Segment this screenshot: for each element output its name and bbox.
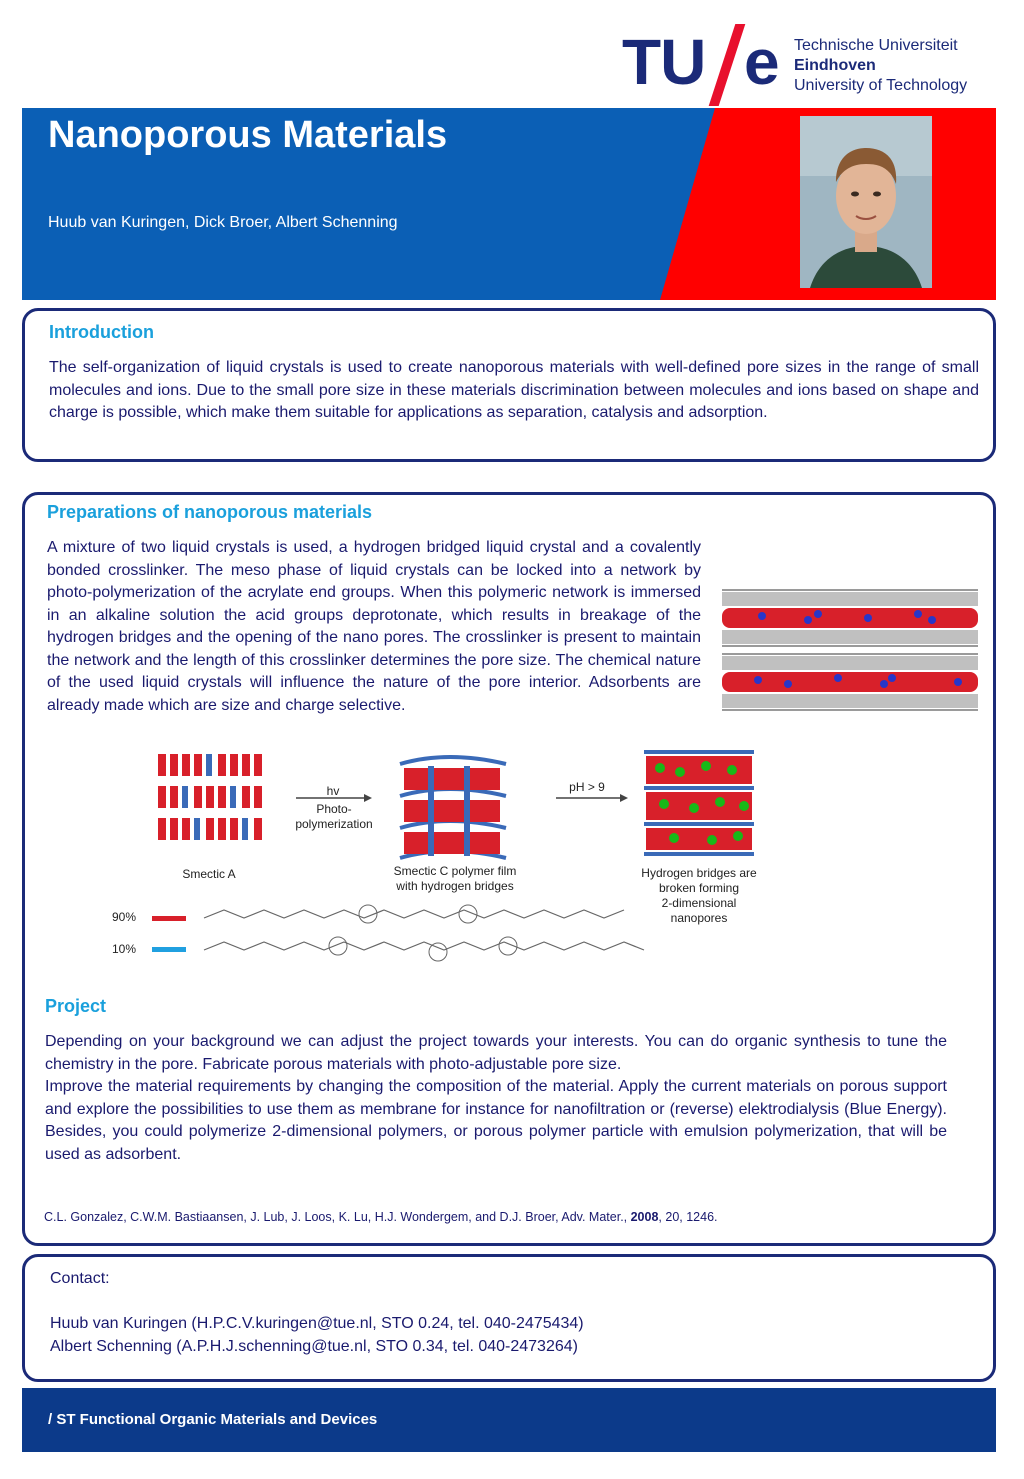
reference-volume: , 20, 1246. <box>658 1210 718 1224</box>
molecular-layer-figure <box>718 584 982 716</box>
project-text-2: Improve the material requirements by changing the composition of the material. Apply the current materials on porous support and explore the possibilities to use them as membrane for instance for nanofiltration or (reverse) elektrodialysis (Blue Energy). Besides, you could polymerize 2-dimensional polymers, or porous polymer particle with emulsion polymerization, that will be used as adsorbent. <box>45 1078 947 1163</box>
logo-slash <box>709 24 746 106</box>
arrow-label-photopolymerization: Photo- polymerization <box>295 802 373 831</box>
preparations-text: A mixture of two liquid crystals is used, a hydrogen bridged liquid crystal and a covalently bonded crosslinker. The meso phase of liquid crystals can be locked into a network by photo-polymerization of the acrylate end groups. When this polymeric network is immersed in an alkaline solution the acid groups deprotonate, which results in breakage of the hydrogen bridges and the opening of the nano pores. The crosslinker is present to maintain the network and the length of this crosslinker determines the pore size. The chemical nature of the used liquid crystals will influence the nature of the pore interior. Adsorbents are already made which are size and charge selective. <box>47 539 701 714</box>
label-smectic-c: Smectic C polymer film with hydrogen bridges <box>393 864 517 893</box>
logo-e: e <box>744 26 780 98</box>
label-nanopores: Hydrogen bridges are broken forming 2-dimensional nanopores <box>641 866 757 925</box>
logo-line-1: Technische Universiteit <box>794 37 958 54</box>
reference-authors: C.L. Gonzalez, C.W.M. Bastiaansen, J. Lub, J. Loos, K. Lu, H.J. Wondergem, and D.J. Broer, Adv. Mater., <box>44 1210 631 1224</box>
project-text-1: Depending on your background we can adjust the project towards your interests. You can do organic synthesis to tune the chemistry in the pore. Fabricate porous materials with photo-adjustable pore size. <box>45 1033 947 1073</box>
label-90-percent: 90% <box>111 910 137 924</box>
contact-line-2: Albert Schenning (A.P.H.J.schenning@tue.nl, STO 0.34, tel. 040-2473264) <box>50 1338 578 1355</box>
logo-text <box>794 36 967 96</box>
reference <box>44 1210 718 1224</box>
label-smectic-a: Smectic A <box>182 867 236 881</box>
contact-line-1: Huub van Kuringen (H.P.C.V.kuringen@tue.nl, STO 0.24, tel. 040-2475434) <box>50 1315 584 1332</box>
contact-label: Contact: <box>50 1270 110 1287</box>
footer-text: / ST Functional Organic Materials and Devices <box>48 1411 378 1428</box>
reference-year: 2008 <box>630 1210 659 1224</box>
label-10-percent: 10% <box>111 942 137 956</box>
logo-line-2: Eindhoven <box>794 57 876 74</box>
tue-logo <box>622 24 1002 106</box>
preparations-heading: Preparations of nanoporous materials <box>47 502 373 522</box>
project-heading: Project <box>45 996 107 1016</box>
introduction-heading: Introduction <box>49 322 154 342</box>
page-title: Nanoporous Materials <box>48 114 448 156</box>
arrow-label-ph: pH > 9 <box>569 780 605 794</box>
introduction-text: The self-organization of liquid crystals is used to create nanoporous materials with well-defined pore sizes in the range of small molecules and ions. Due to the small pore size in these materials discrimination between molecules and ions based on shape and charge is possible, which make them suitable for applications as separation, catalysis and adsorption. <box>49 359 979 421</box>
arrow-label-hv: hv <box>326 784 340 798</box>
authors: Huub van Kuringen, Dick Broer, Albert Schenning <box>48 214 398 231</box>
logo-tu: TU <box>622 26 706 98</box>
reaction-scheme-figure <box>108 746 784 976</box>
author-portrait <box>800 116 932 288</box>
logo-line-3: University of Technology <box>794 77 968 94</box>
